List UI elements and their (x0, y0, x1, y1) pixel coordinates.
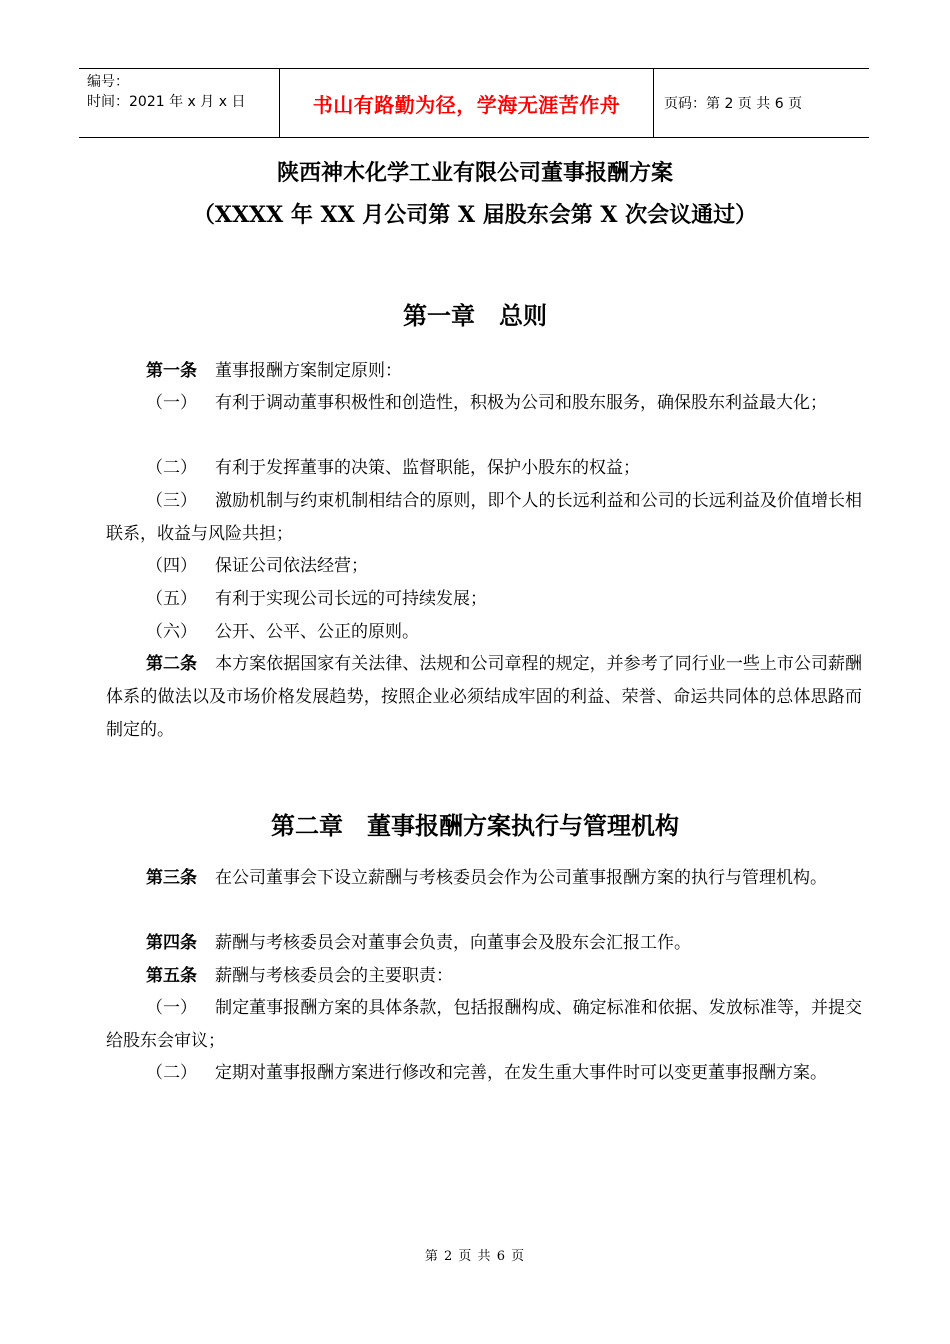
clause-label: （三） (146, 491, 198, 511)
article-label: 第四条 (146, 933, 197, 953)
motto-cell (280, 69, 654, 137)
document-subtitle: （XXXX 年 XX 月公司第 X 届股东会第 X 次会议通过） (192, 202, 758, 228)
clause-paragraph (106, 550, 862, 583)
document-title: 陕西神木化学工业有限公司董事报酬方案 (276, 160, 673, 186)
clause-label: （四） (146, 556, 197, 576)
clause-paragraph (106, 616, 862, 649)
clause-label: （五） (146, 589, 197, 609)
paragraph-text: 有利于实现公司长远的可持续发展； (215, 589, 487, 609)
page-label: 页码：第 2 页 共 6 页 (664, 96, 803, 112)
paragraph-text: 保证公司依法经营； (215, 556, 368, 576)
article-label: 第二条 (146, 654, 198, 674)
motto-text: 书山有路勤为径，学海无涯苦作舟 (312, 92, 621, 117)
number-label: 编号： (87, 74, 129, 90)
clause-paragraph (106, 387, 862, 420)
clause-paragraph (106, 485, 862, 551)
chapter-heading: 第一章 总则 (403, 301, 547, 330)
article-paragraph (106, 862, 862, 895)
clause-paragraph (106, 992, 862, 1058)
clause-paragraph (106, 583, 862, 616)
page-number-cell (654, 69, 869, 137)
paragraph-text: 董事报酬方案制定原则： (215, 361, 402, 381)
paragraph-text: 制定董事报酬方案的具体条款，包括报酬构成、确定标准和依据、发放标准等，并提交给股东会审议； (106, 998, 863, 1051)
clause-label: （六） (146, 622, 197, 642)
paragraph-text: 激励机制与约束机制相结合的原则，即个人的长远利益和公司的长远利益及价值增长相联系，收益与风险共担； (106, 491, 863, 544)
clause-paragraph (106, 1057, 862, 1090)
page-footer: 第 2 页 共 6 页 (424, 1249, 526, 1264)
article-label: 第一条 (146, 361, 197, 381)
chapter-heading: 第二章 董事报酬方案执行与管理机构 (271, 811, 679, 840)
paragraph-text: 薪酬与考核委员会对董事会负责，向董事会及股东会汇报工作。 (215, 933, 691, 953)
clause-label: （二） (146, 1063, 197, 1083)
clause-label: （一） (146, 393, 197, 413)
paragraph-text: 本方案依据国家有关法律、法规和公司章程的规定，并参考了同行业一些上市公司薪酬体系的做法以及市场价格发展趋势，按照企业必须结成牢固的利益、荣誉、命运共同体的总体思路而制定的。 (106, 654, 863, 740)
clause-paragraph (106, 452, 862, 485)
article-label: 第三条 (146, 868, 197, 888)
paragraph-text: 定期对董事报酬方案进行修改和完善，在发生重大事件时可以变更董事报酬方案。 (215, 1063, 827, 1083)
article-paragraph (106, 927, 862, 960)
paragraph-text: 有利于调动董事积极性和创造性，积极为公司和股东服务，确保股东利益最大化； (215, 393, 827, 413)
article-label: 第五条 (146, 966, 197, 986)
clause-label: （二） (146, 458, 197, 478)
time-label: 时间：2021 年 x 月 x 日 (87, 94, 246, 110)
clause-label: （一） (146, 998, 198, 1018)
article-paragraph (106, 355, 862, 388)
paragraph-text: 在公司董事会下设立薪酬与考核委员会作为公司董事报酬方案的执行与管理机构。 (215, 868, 827, 888)
document-header (79, 68, 869, 138)
paragraph-text: 薪酬与考核委员会的主要职责： (215, 966, 453, 986)
article-paragraph (106, 960, 862, 993)
article-paragraph (106, 648, 862, 747)
paragraph-text: 公开、公平、公正的原则。 (215, 622, 419, 642)
header-left-cell (79, 69, 280, 137)
paragraph-text: 有利于发挥董事的决策、监督职能，保护小股东的权益； (215, 458, 640, 478)
